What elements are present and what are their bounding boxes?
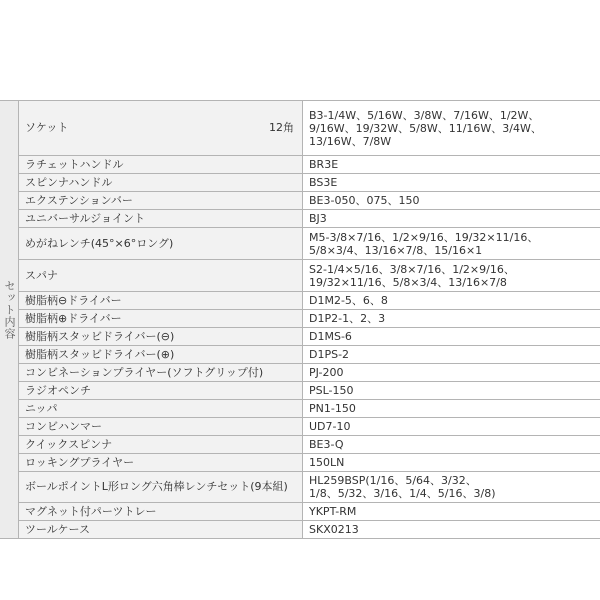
item-cell — [19, 210, 303, 227]
item-name: ニッパ — [25, 401, 58, 415]
model-cell: D1P2-1、2、3 — [309, 312, 386, 325]
table-row — [19, 310, 600, 328]
table-row — [19, 346, 600, 364]
model-cell: BJ3 — [309, 212, 327, 225]
model-cell: UD7-10 — [309, 420, 351, 433]
table-row — [19, 328, 600, 346]
item-name: 樹脂柄⊖ドライバー — [25, 293, 122, 307]
item-name: ロッキングプライヤー — [25, 455, 135, 469]
table-row — [19, 174, 600, 192]
model-cell: 150LN — [309, 456, 345, 469]
model-cell: PSL-150 — [309, 384, 354, 397]
item-name: コンビハンマー — [25, 419, 102, 433]
model-cell: PJ-200 — [309, 366, 344, 379]
item-name: マグネット付パーツトレー — [25, 504, 157, 518]
table-row — [19, 101, 600, 156]
set-contents-text: セット内容 — [3, 279, 16, 340]
model-cell: BE3-050、075、150 — [309, 194, 420, 207]
item-cell — [19, 436, 303, 453]
model-cell: BR3E — [309, 158, 339, 171]
item-cell — [19, 418, 303, 435]
item-name: ユニバーサルジョイント — [25, 211, 145, 225]
model-cell: SKX0213 — [309, 523, 359, 536]
model-cell: M5-3/8×7/16、1/2×9/16、19/32×11/16、 5/8×3/4、13/16×7/8、15/16×1 — [309, 230, 539, 257]
model-cell: HL259BSP(1/16、5/64、3/32、 1/8、5/32、3/16、1/4、5/16、3/8) — [309, 474, 496, 500]
model-cell: D1M2-5、6、8 — [309, 294, 388, 307]
model-cell: PN1-150 — [309, 402, 356, 415]
item-cell — [19, 228, 303, 259]
item-name: 樹脂柄スタッビドライバー(⊖) — [25, 329, 175, 343]
table-row — [19, 260, 600, 292]
item-name: コンビネーションプライヤー(ソフトグリップ付) — [25, 365, 264, 379]
model-cell: YKPT-RM — [309, 505, 357, 518]
item-cell — [19, 101, 303, 155]
item-cell — [19, 346, 303, 363]
table-row — [19, 364, 600, 382]
table-row — [19, 400, 600, 418]
item-name: ツールケース — [25, 522, 91, 536]
item-cell — [19, 472, 303, 502]
table-row — [19, 210, 600, 228]
item-name: スパナ — [25, 268, 58, 282]
table-row — [19, 228, 600, 260]
item-name: 樹脂柄スタッビドライバー(⊕) — [25, 347, 175, 361]
table-row — [19, 454, 600, 472]
table-row — [19, 382, 600, 400]
set-contents-label — [0, 101, 19, 538]
spec-rows — [19, 101, 600, 538]
model-cell: S2-1/4×5/16、3/8×7/16、1/2×9/16、 19/32×11/16、5/8×3/4、13/16×7/8 — [309, 262, 515, 289]
table-row — [19, 503, 600, 521]
table-row — [19, 292, 600, 310]
item-qty: 12角 — [269, 121, 294, 134]
item-cell — [19, 521, 303, 538]
item-name: スピンナハンドル — [25, 175, 113, 189]
item-name: クイックスピンナ — [25, 437, 113, 451]
item-cell — [19, 292, 303, 309]
item-name: めがねレンチ(45°×6°ロング) — [25, 236, 174, 250]
table-row — [19, 156, 600, 174]
item-cell — [19, 174, 303, 191]
model-cell: B3-1/4W、5/16W、3/8W、7/16W、1/2W、 9/16W、19/32W、5/8W、11/16W、3/4W、 13/16W、7/8W — [309, 108, 542, 148]
item-name: 樹脂柄⊕ドライバー — [25, 311, 122, 325]
item-name: ボールポイントL形ロング六角棒レンチセット(9本組) — [25, 480, 288, 493]
item-cell — [19, 382, 303, 399]
item-cell — [19, 454, 303, 471]
spec-table — [0, 100, 600, 539]
table-row — [19, 436, 600, 454]
item-cell — [19, 156, 303, 173]
item-cell — [19, 260, 303, 291]
model-cell: D1MS-6 — [309, 330, 352, 343]
item-cell — [19, 364, 303, 381]
item-cell — [19, 310, 303, 327]
table-row — [19, 192, 600, 210]
item-name: ラジオペンチ — [25, 383, 91, 397]
model-cell: BE3-Q — [309, 438, 344, 451]
table-row — [19, 418, 600, 436]
item-cell — [19, 400, 303, 417]
item-name: ラチェットハンドル — [25, 157, 124, 171]
item-cell — [19, 503, 303, 520]
model-cell: BS3E — [309, 176, 338, 189]
item-cell — [19, 192, 303, 209]
model-cell: D1PS-2 — [309, 348, 350, 361]
item-name: エクステンションバー — [25, 193, 133, 207]
table-row — [19, 521, 600, 538]
item-cell — [19, 328, 303, 345]
table-row — [19, 472, 600, 503]
item-name: ソケット — [25, 121, 69, 134]
